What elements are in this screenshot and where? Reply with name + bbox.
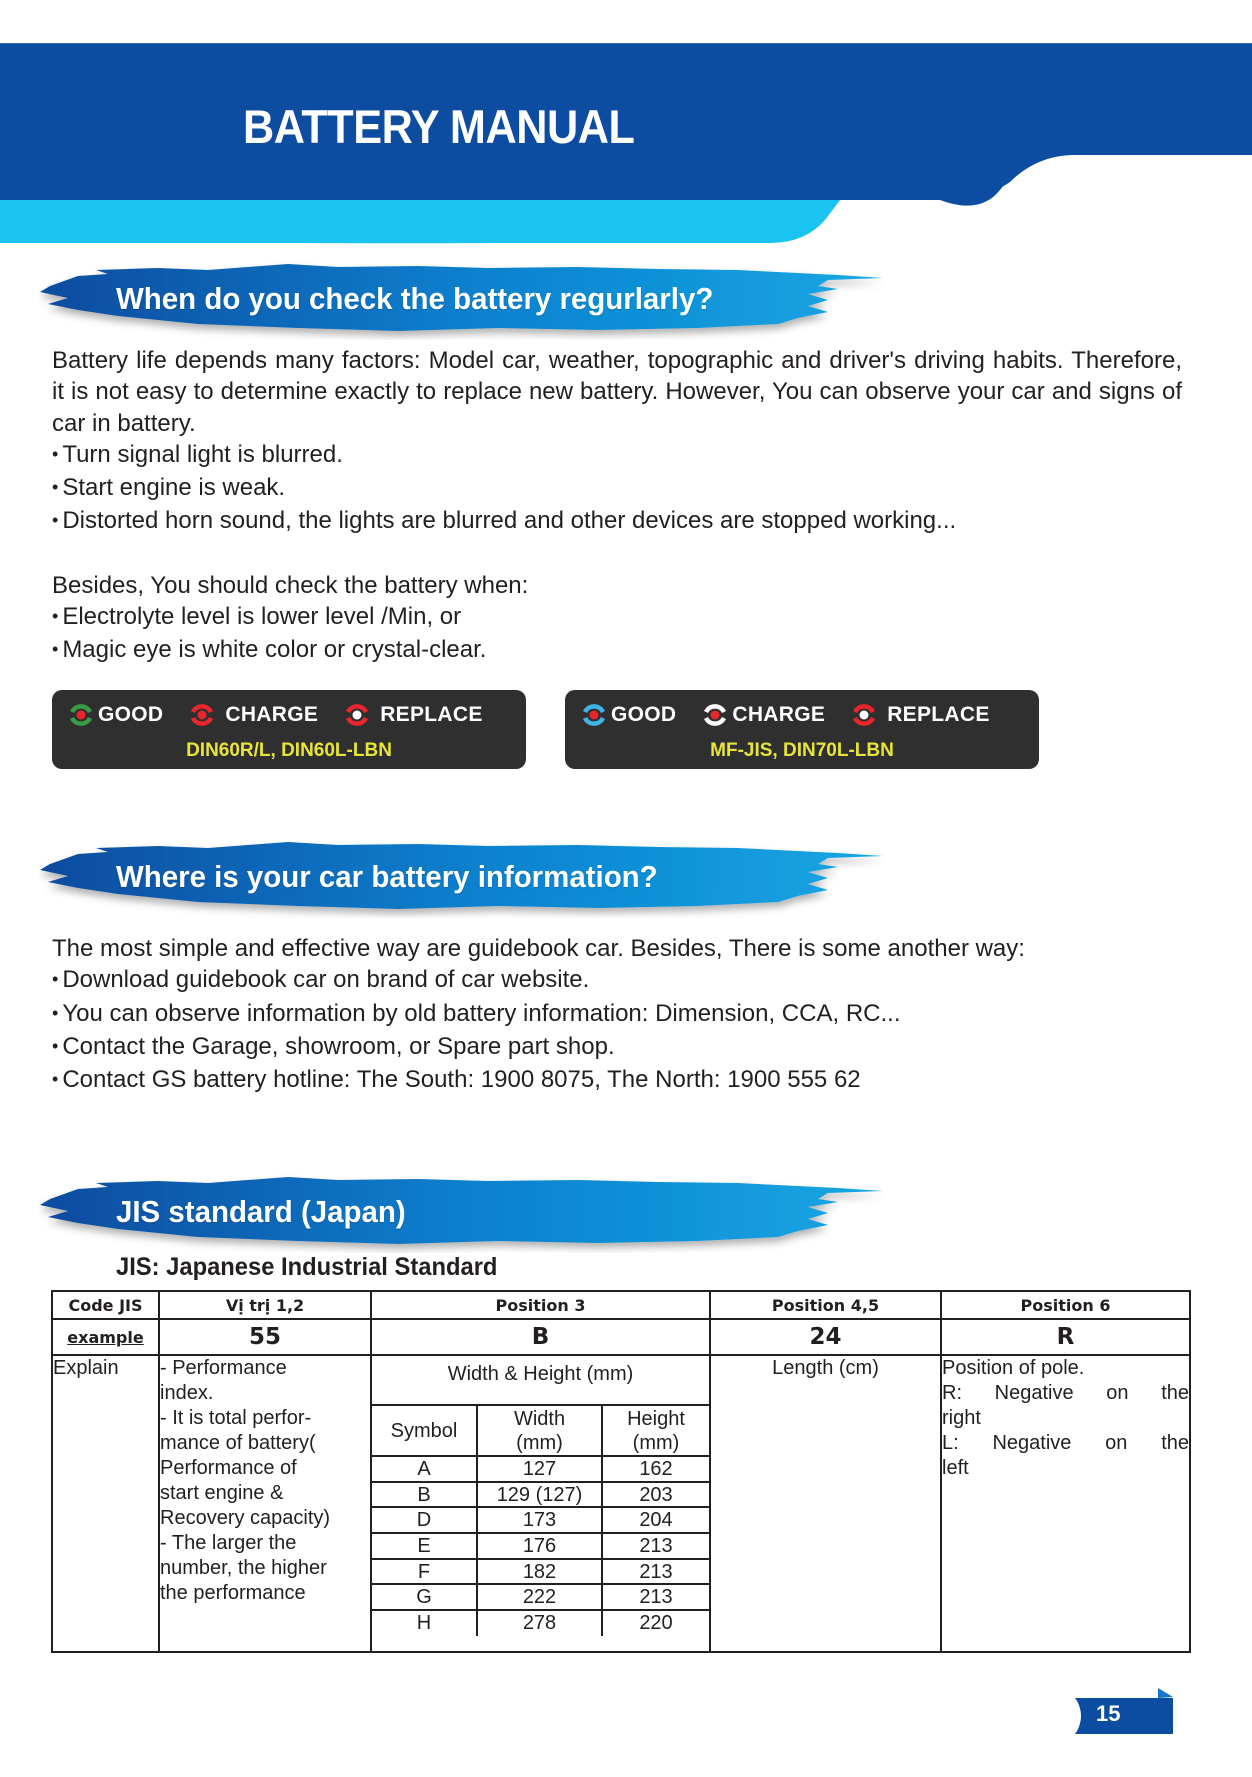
section1-intro: Battery life depends many factors: Model car, weather, topographic and driver's driving habits. Therefore, it is not easy to determine exactly to replace new battery. However, You can observe your car and signs of car in battery. <box>52 347 1182 437</box>
example-row <box>52 1319 1190 1355</box>
section2-intro: The most simple and effective way are guidebook car. Besides, There is some another way: <box>52 935 1025 962</box>
section-heading-battery-info <box>38 836 888 918</box>
example-pole: R <box>941 1319 1190 1355</box>
compatible-models: MF-JIS, DIN70L-LBN <box>710 740 894 761</box>
eye-state-charge: CHARGE <box>702 702 825 728</box>
eye-state-good: GOOD <box>68 702 163 728</box>
explain-row <box>52 1355 1190 1652</box>
col-height: Height (mm) <box>602 1405 709 1456</box>
section-heading-check-battery <box>38 258 888 340</box>
col-width: Width (mm) <box>477 1405 602 1456</box>
dimension-title: Width & Height (mm) <box>372 1356 709 1405</box>
page-header <box>0 0 1252 250</box>
blue-ring-red-dot-icon <box>581 702 607 728</box>
table-row: E 176 213 <box>372 1533 709 1559</box>
sign-item: • Start engine is weak. <box>52 472 1182 505</box>
sign-item: • Distorted horn sound, the lights are blurred and other devices are stopped working... <box>52 505 1182 538</box>
white-ring-red-dot-icon <box>702 702 728 728</box>
way-item: • Download guidebook car on brand of car website. <box>52 964 1182 997</box>
red-ring-red-dot-icon <box>189 702 215 728</box>
section-heading-jis <box>38 1171 888 1253</box>
compatible-models: DIN60R/L, DIN60L-LBN <box>186 740 392 761</box>
page-number-badge <box>1074 1688 1174 1736</box>
magic-eye-panel-mf-jis <box>565 690 1039 769</box>
way-item: • Contact the Garage, showroom, or Spare part shop. <box>52 1031 1182 1064</box>
section-heading-text: Where is your car battery information? <box>116 859 658 894</box>
way-item: • You can observe information by old battery information: Dimension, CCA, RC... <box>52 998 1182 1031</box>
example-label: example <box>52 1319 159 1355</box>
example-length: 24 <box>710 1319 941 1355</box>
sign-item: • Turn signal light is blurred. <box>52 439 1182 472</box>
length-explanation: Length (cm) <box>710 1355 941 1652</box>
pole-explanation: Position of pole. R: Negative on the right L: Negative on the left <box>941 1355 1190 1652</box>
section1-body <box>52 345 1182 668</box>
page-number: 15 <box>1096 1701 1121 1726</box>
jis-subtitle: JIS: Japanese Industrial Standard <box>116 1253 498 1281</box>
eye-state-replace: REPLACE <box>851 702 989 728</box>
red-ring-white-dot-icon <box>851 702 877 728</box>
header-position-3: Position 3 <box>371 1291 710 1319</box>
explain-label: Explain <box>52 1355 159 1652</box>
check-item: • Electrolyte level is lower level /Min, or <box>52 601 1182 634</box>
table-row: A 127 162 <box>372 1456 709 1482</box>
table-row: F 182 213 <box>372 1559 709 1585</box>
dimension-header-row <box>372 1405 709 1456</box>
table-header-row <box>52 1291 1190 1319</box>
page-title: BATTERY MANUAL <box>243 100 635 153</box>
example-size-symbol: B <box>371 1319 710 1355</box>
header-code-jis: Code JIS <box>52 1291 159 1319</box>
header-position-4-5: Position 4,5 <box>710 1291 941 1319</box>
eye-state-replace: REPLACE <box>344 702 482 728</box>
eye-state-good: GOOD <box>581 702 676 728</box>
eye-state-charge: CHARGE <box>189 702 318 728</box>
performance-explanation: - Performance index. - It is total perfor- mance of battery( Performance of start engine & Recovery capacity) - The larger the number, the higher the performance <box>159 1355 371 1652</box>
hotline-item: • Contact GS battery hotline: The South: 1900 8075, The North: 1900 555 62 <box>52 1064 1182 1097</box>
section-heading-text: When do you check the battery regurlarly? <box>116 281 714 316</box>
section2-body <box>52 933 1182 1097</box>
check-item: • Magic eye is white color or crystal-clear. <box>52 634 1182 667</box>
dimension-table <box>372 1356 709 1636</box>
table-row: G 222 213 <box>372 1584 709 1610</box>
check-intro: Besides, You should check the battery when: <box>52 571 529 599</box>
table-row: D 173 204 <box>372 1507 709 1533</box>
table-row: B 129 (127) 203 <box>372 1482 709 1508</box>
dimension-cell <box>371 1355 710 1652</box>
col-symbol: Symbol <box>372 1405 477 1456</box>
jis-code-table <box>51 1290 1191 1653</box>
page-tab-graphic <box>1074 1688 1174 1736</box>
table-row: H 278 220 <box>372 1610 709 1636</box>
green-ring-red-dot-icon <box>68 702 94 728</box>
magic-eye-panel-din <box>52 690 526 769</box>
header-position-6: Position 6 <box>941 1291 1190 1319</box>
section-heading-text: JIS standard (Japan) <box>116 1194 406 1229</box>
header-position-1-2: Vị trị 1,2 <box>159 1291 371 1319</box>
example-performance: 55 <box>159 1319 371 1355</box>
red-ring-white-dot-icon <box>344 702 370 728</box>
